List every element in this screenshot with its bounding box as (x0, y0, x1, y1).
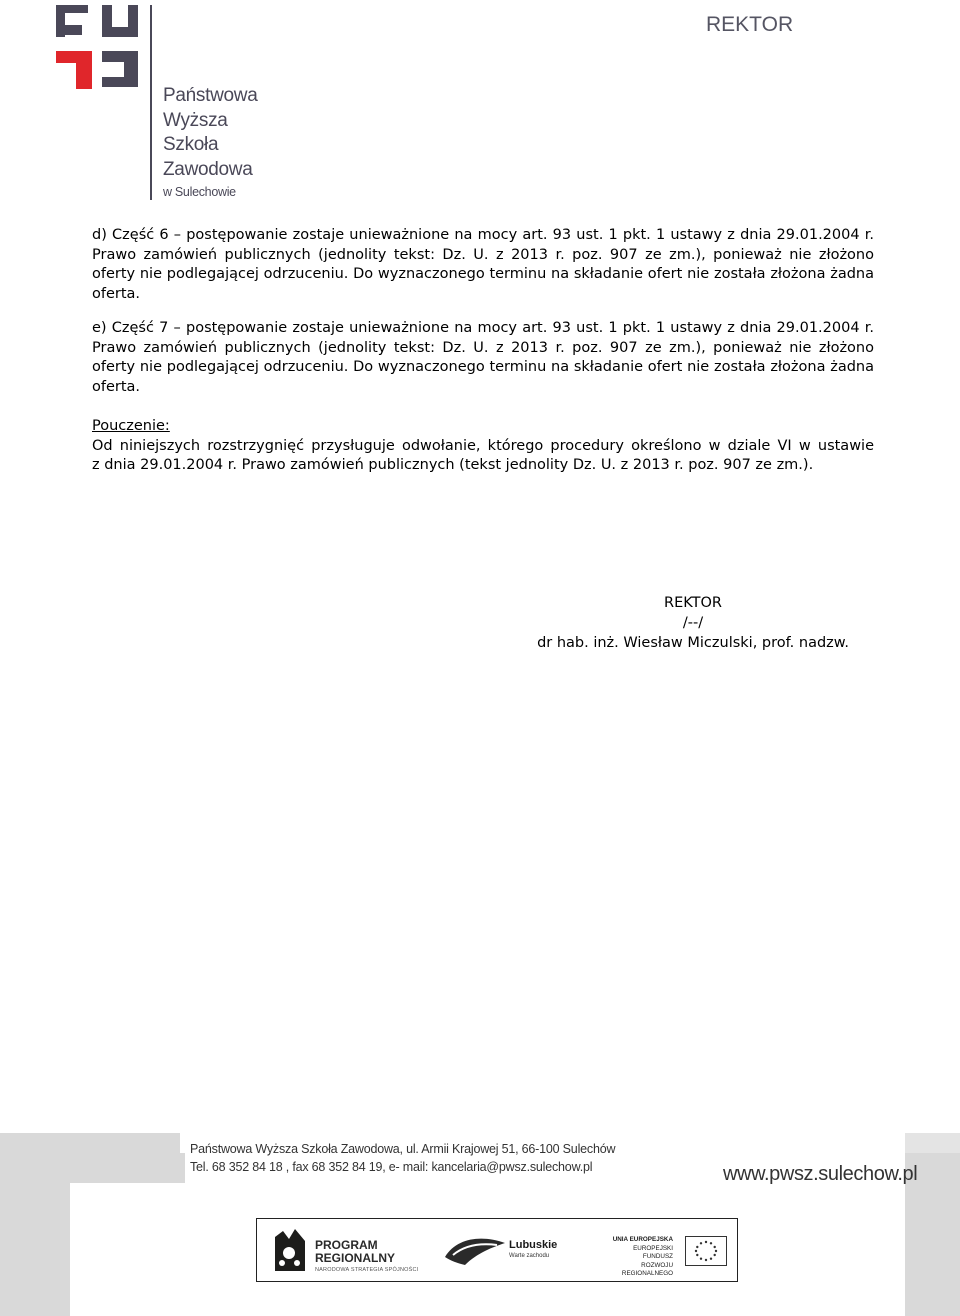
eu-fund-text (603, 1236, 673, 1279)
program-subtitle: NARODOWA STRATEGIA SPÓJNOŚCI (315, 1267, 419, 1273)
program-line: REGIONALNY (315, 1251, 396, 1265)
program-line: PROGRAM (315, 1238, 378, 1252)
lubuskie-subtitle: Warte zachodu (509, 1253, 550, 1259)
eu-flag-icon (685, 1236, 727, 1266)
logo-line: Szkoła (163, 134, 219, 155)
signature-name: dr hab. inż. Wiesław Miczulski, prof. nadzw. (537, 635, 849, 651)
footer-address (190, 1140, 615, 1176)
program-regionalny-icon (271, 1227, 309, 1273)
eu-line: UNIA EUROPEJSKA (612, 1236, 673, 1243)
logo-line: Wyższa (163, 109, 228, 131)
paragraph-line: e) Część 7 – postępowanie zostaje unieważnione na mocy art. 93 ust. 1 pkt. 1 ustawy z dnia 29.01.2004 r. (92, 320, 874, 336)
university-logo-mark (56, 5, 138, 89)
address-line: Państwowa Wyższa Szkoła Zawodowa, ul. Armii Krajowej 51, 66-100 Sulechów (190, 1142, 616, 1156)
section-e (92, 319, 874, 397)
paragraph-line: Prawo zamówień publicznych (jednolity tekst: Dz. U. z 2013 r. poz. 907 ze zm.), ponieważ nie złożono (92, 246, 874, 263)
logo-line: Zawodowa (163, 158, 253, 180)
lubuskie-label: Lubuskie (509, 1239, 558, 1251)
paragraph-line: oferty nie podlegającej odrzuceniu. Do wyznaczonego terminu na składanie ofert nie została złożona żadna (92, 266, 874, 283)
header-title: REKTOR (706, 13, 794, 36)
website-link[interactable]: www.pwsz.sulechow.pl (723, 1163, 918, 1185)
logo-divider (150, 5, 152, 200)
logo-location: w Sulechowie (163, 185, 236, 199)
pouczenie-label: Pouczenie: (92, 418, 170, 434)
university-name (163, 84, 257, 202)
paragraph-line: oferta. (92, 285, 141, 302)
eu-logos-band (256, 1218, 738, 1282)
paragraph-line: z dnia 29.01.2004 r. Prawo zamówień publicznych (tekst jednolity Dz. U. z 2013 r. poz. 907 ze zm.). (92, 457, 814, 474)
lubuskie-icon (443, 1233, 507, 1267)
eu-line: ROZWOJU REGIONALNEGO (621, 1261, 673, 1277)
footer-right-decoration (905, 1133, 960, 1316)
logo-line: Państwowa (163, 85, 258, 106)
paragraph-line: Prawo zamówień publicznych (jednolity tekst: Dz. U. z 2013 r. poz. 907 ze zm.), ponieważ nie złożono (92, 339, 874, 356)
contact-line: Tel. 68 352 84 18 , fax 68 352 84 19, e- mail: kancelaria@pwsz.sulechow.pl (190, 1160, 593, 1174)
program-logo-text (315, 1239, 395, 1265)
paragraph-line: oferty nie podlegającej odrzuceniu. Do wyznaczonego terminu na składanie ofert nie została złożona żadna (92, 359, 874, 376)
eu-line: EUROPEJSKI FUNDUSZ (633, 1244, 673, 1260)
paragraph-line: Od niniejszych rozstrzygnięć przysługuje odwołanie, którego procedury określono w dziale VI w ustawie (92, 437, 874, 454)
paragraph-line: oferta. (92, 378, 141, 395)
pouczenie-section (92, 417, 874, 476)
signature-block (537, 593, 849, 653)
signature-title: REKTOR (664, 595, 722, 611)
paragraph-line: d) Część 6 – postępowanie zostaje unieważnione na mocy art. 93 ust. 1 pkt. 1 ustawy z dnia 29.01.2004 r. (92, 227, 874, 243)
section-d (92, 226, 874, 304)
signature-mark: /--/ (682, 615, 704, 631)
